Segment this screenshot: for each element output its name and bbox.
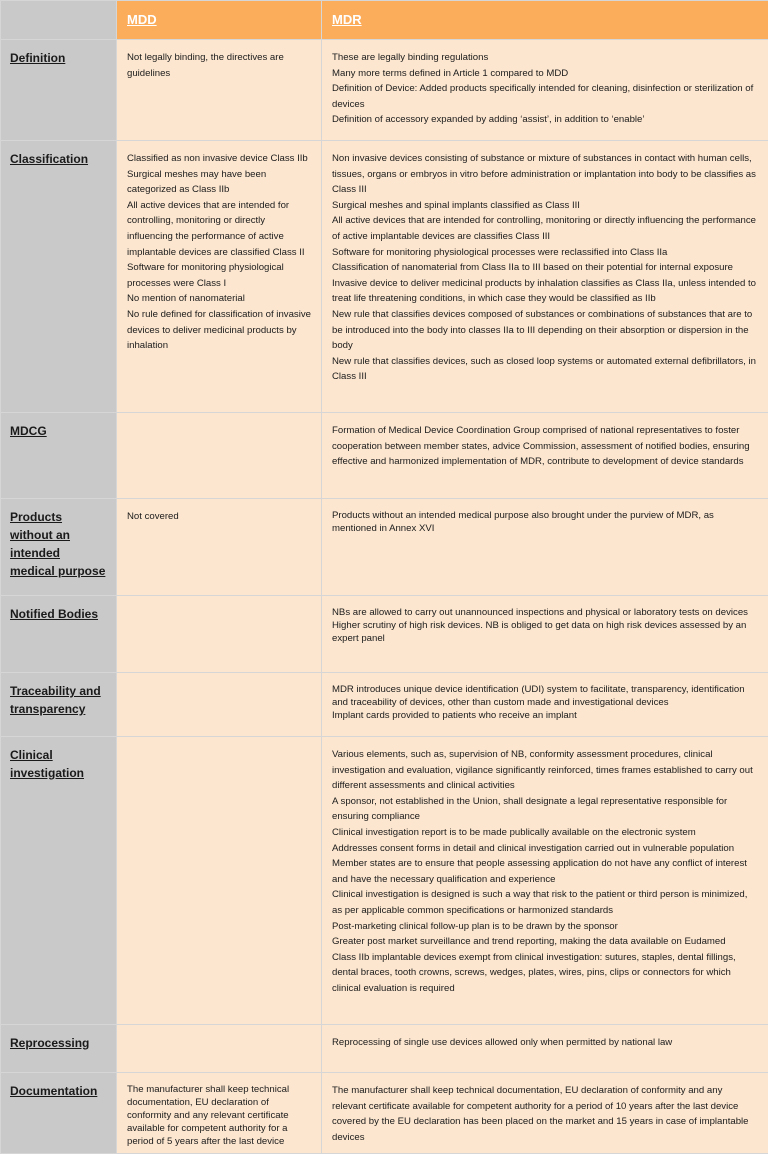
- mdd-text: All active devices that are intended for controlling, monitoring or directly influencing the performance of active implantable devices are classified Class II: [127, 198, 311, 260]
- mdr-cell: [322, 413, 768, 499]
- mdr-text: Greater post market surveillance and trend reporting, making the data available on Eudamed: [332, 934, 758, 950]
- row-label: Reprocessing: [10, 1034, 106, 1052]
- mdd-text: No mention of nanomaterial: [127, 291, 311, 307]
- mdr-text: The manufacturer shall keep technical documentation, EU declaration of conformity and any relevant certificate available for competent authority for a period of 10 years after the last device covered by the EU declaration has been placed on the market and 15 years in case of implantable devices: [332, 1083, 758, 1145]
- row-clinical-investigation: [1, 737, 768, 1025]
- row-label: MDCG: [10, 422, 106, 440]
- mdr-text: Various elements, such as, supervision of NB, conformity assessment procedures, clinical investigation and evaluation, vigilance significantly reinforced, times frames established to carry out different assessments and clinical activities: [332, 747, 758, 794]
- mdr-text: Formation of Medical Device Coordination Group comprised of national representatives to foster cooperation between member states, advice Commission, assessment of notified bodies, ensuring effective and harmonized implementation of MDR, contribute to development of device standards: [332, 423, 758, 470]
- mdd-text: Surgical meshes may have been categorized as Class IIb: [127, 167, 311, 198]
- mdr-text: Definition of Device: Added products specifically intended for cleaning, disinfection or sterilization of devices: [332, 81, 758, 112]
- row-label: Traceability and transparency: [10, 682, 106, 718]
- header-blank-cell: [1, 1, 117, 40]
- mdr-text: These are legally binding regulations: [332, 50, 758, 66]
- mdr-text: Classification of nanomaterial from Class IIa to III based on their potential for internal exposure: [332, 260, 758, 276]
- mdr-text: Clinical investigation is designed is such a way that risk to the patient or third person is minimized, as per applicable common specifications or harmonized standards: [332, 887, 758, 918]
- mdr-cell: [322, 141, 768, 413]
- mdr-cell: [322, 596, 768, 673]
- mdd-text: Software for monitoring physiological processes were Class I: [127, 260, 311, 291]
- row-label: Clinical investigation: [10, 746, 106, 782]
- mdr-text: NBs are allowed to carry out unannounced inspections and physical or laboratory tests on devices: [332, 606, 758, 619]
- mdr-text: Many more terms defined in Article 1 compared to MDD: [332, 66, 758, 82]
- row-label: Products without an intended medical purpose: [10, 508, 106, 580]
- row-label-cell: [1, 413, 117, 499]
- mdr-text: New rule that classifies devices composed of substances or combinations of substances that are to be introduced into the body into classes IIa to III depending on their absorption or dispersion in the body: [332, 307, 758, 354]
- mdd-text: No rule defined for classification of invasive devices to deliver medicinal products by inhalation: [127, 307, 311, 354]
- mdd-cell: [117, 673, 322, 737]
- row-label: Notified Bodies: [10, 605, 106, 623]
- header-mdr: MDR: [332, 12, 362, 27]
- mdd-cell: [117, 40, 322, 141]
- mdr-text: Addresses consent forms in detail and clinical investigation carried out in vulnerable population: [332, 841, 758, 857]
- mdr-text: Products without an intended medical purpose also brought under the purview of MDR, as mentioned in Annex XVI: [332, 509, 758, 535]
- row-label-cell: [1, 141, 117, 413]
- row-label: Documentation: [10, 1082, 106, 1100]
- mdr-text: Reprocessing of single use devices allowed only when permitted by national law: [332, 1035, 758, 1051]
- row-classification: [1, 141, 768, 413]
- row-label-cell: [1, 40, 117, 141]
- header-mdr-cell: [322, 1, 768, 40]
- mdr-text: MDR introduces unique device identification (UDI) system to facilitate, transparency, identification and traceability of devices, other than custom made and investigational devices: [332, 683, 758, 709]
- header-row: [1, 1, 768, 40]
- mdr-cell: [322, 40, 768, 141]
- row-label: Definition: [10, 49, 106, 67]
- row-reprocessing: [1, 1025, 768, 1073]
- mdr-text: Member states are to ensure that people assessing application do not have any conflict of interest and have the necessary qualification and experience: [332, 856, 758, 887]
- mdd-cell: [117, 499, 322, 596]
- row-label: Classification: [10, 150, 106, 168]
- row-definition: [1, 40, 768, 141]
- mdd-cell: [117, 1073, 322, 1154]
- mdd-cell: [117, 413, 322, 499]
- row-label-cell: [1, 737, 117, 1025]
- row-label-cell: [1, 673, 117, 737]
- mdr-cell: [322, 1073, 768, 1154]
- row-label-cell: [1, 1073, 117, 1154]
- header-mdd-cell: [117, 1, 322, 40]
- row-notified-bodies: [1, 596, 768, 673]
- mdd-text: Classified as non invasive device Class IIb: [127, 151, 311, 167]
- mdr-text: Software for monitoring physiological processes were reclassified into Class IIa: [332, 245, 758, 261]
- mdr-cell: [322, 673, 768, 737]
- mdr-text: Post-marketing clinical follow-up plan is to be drawn by the sponsor: [332, 919, 758, 935]
- mdr-cell: [322, 1025, 768, 1073]
- row-products-without-purpose: [1, 499, 768, 596]
- header-mdd: MDD: [127, 12, 157, 27]
- mdr-text: A sponsor, not established in the Union, shall designate a legal representative responsible for ensuring compliance: [332, 794, 758, 825]
- mdd-cell: [117, 1025, 322, 1073]
- mdr-cell: [322, 737, 768, 1025]
- mdr-text: Invasive device to deliver medicinal products by inhalation classifies as Class IIa, unless intended to treat life threatening conditions, in which case they would be classified as IIb: [332, 276, 758, 307]
- mdr-text: Non invasive devices consisting of substance or mixture of substances in contact with human cells, tissues, organs or embryos in vitro before administration or implantation into body to be classifies as Class III: [332, 151, 758, 198]
- row-documentation: [1, 1073, 768, 1154]
- mdr-text: Implant cards provided to patients who receive an implant: [332, 709, 758, 722]
- mdr-text: Definition of accessory expanded by adding ‘assist’, in addition to ‘enable’: [332, 112, 758, 128]
- mdd-cell: [117, 141, 322, 413]
- row-label-cell: [1, 596, 117, 673]
- mdr-text: Clinical investigation report is to be made publically available on the electronic system: [332, 825, 758, 841]
- mdr-text: New rule that classifies devices, such as closed loop systems or automated external defibrillators, in Class III: [332, 354, 758, 385]
- mdr-text: All active devices that are intended for controlling, monitoring or directly influencing the performance of active implantable devices are classifies Class III: [332, 213, 758, 244]
- mdr-text: Class IIb implantable devices exempt from clinical investigation: sutures, staples, dental fillings, dental braces, tooth crowns, screws, wedges, plates, wires, pins, clips or connectors for which clinical evaluation is required: [332, 950, 758, 997]
- mdr-cell: [322, 499, 768, 596]
- row-label-cell: [1, 1025, 117, 1073]
- mdr-text: Surgical meshes and spinal implants classified as Class III: [332, 198, 758, 214]
- mdd-text: Not legally binding, the directives are guidelines: [127, 50, 311, 81]
- mdd-cell: [117, 737, 322, 1025]
- row-traceability: [1, 673, 768, 737]
- row-label-cell: [1, 499, 117, 596]
- mdd-text: The manufacturer shall keep technical documentation, EU declaration of conformity and any relevant certificate available for competent authority for a period of 5 years after the last device: [127, 1083, 311, 1148]
- mdr-text: Higher scrutiny of high risk devices. NB is obliged to get data on high risk devices assessed by an expert panel: [332, 619, 758, 645]
- row-mdcg: [1, 413, 768, 499]
- mdd-cell: [117, 596, 322, 673]
- mdd-text: Not covered: [127, 509, 311, 525]
